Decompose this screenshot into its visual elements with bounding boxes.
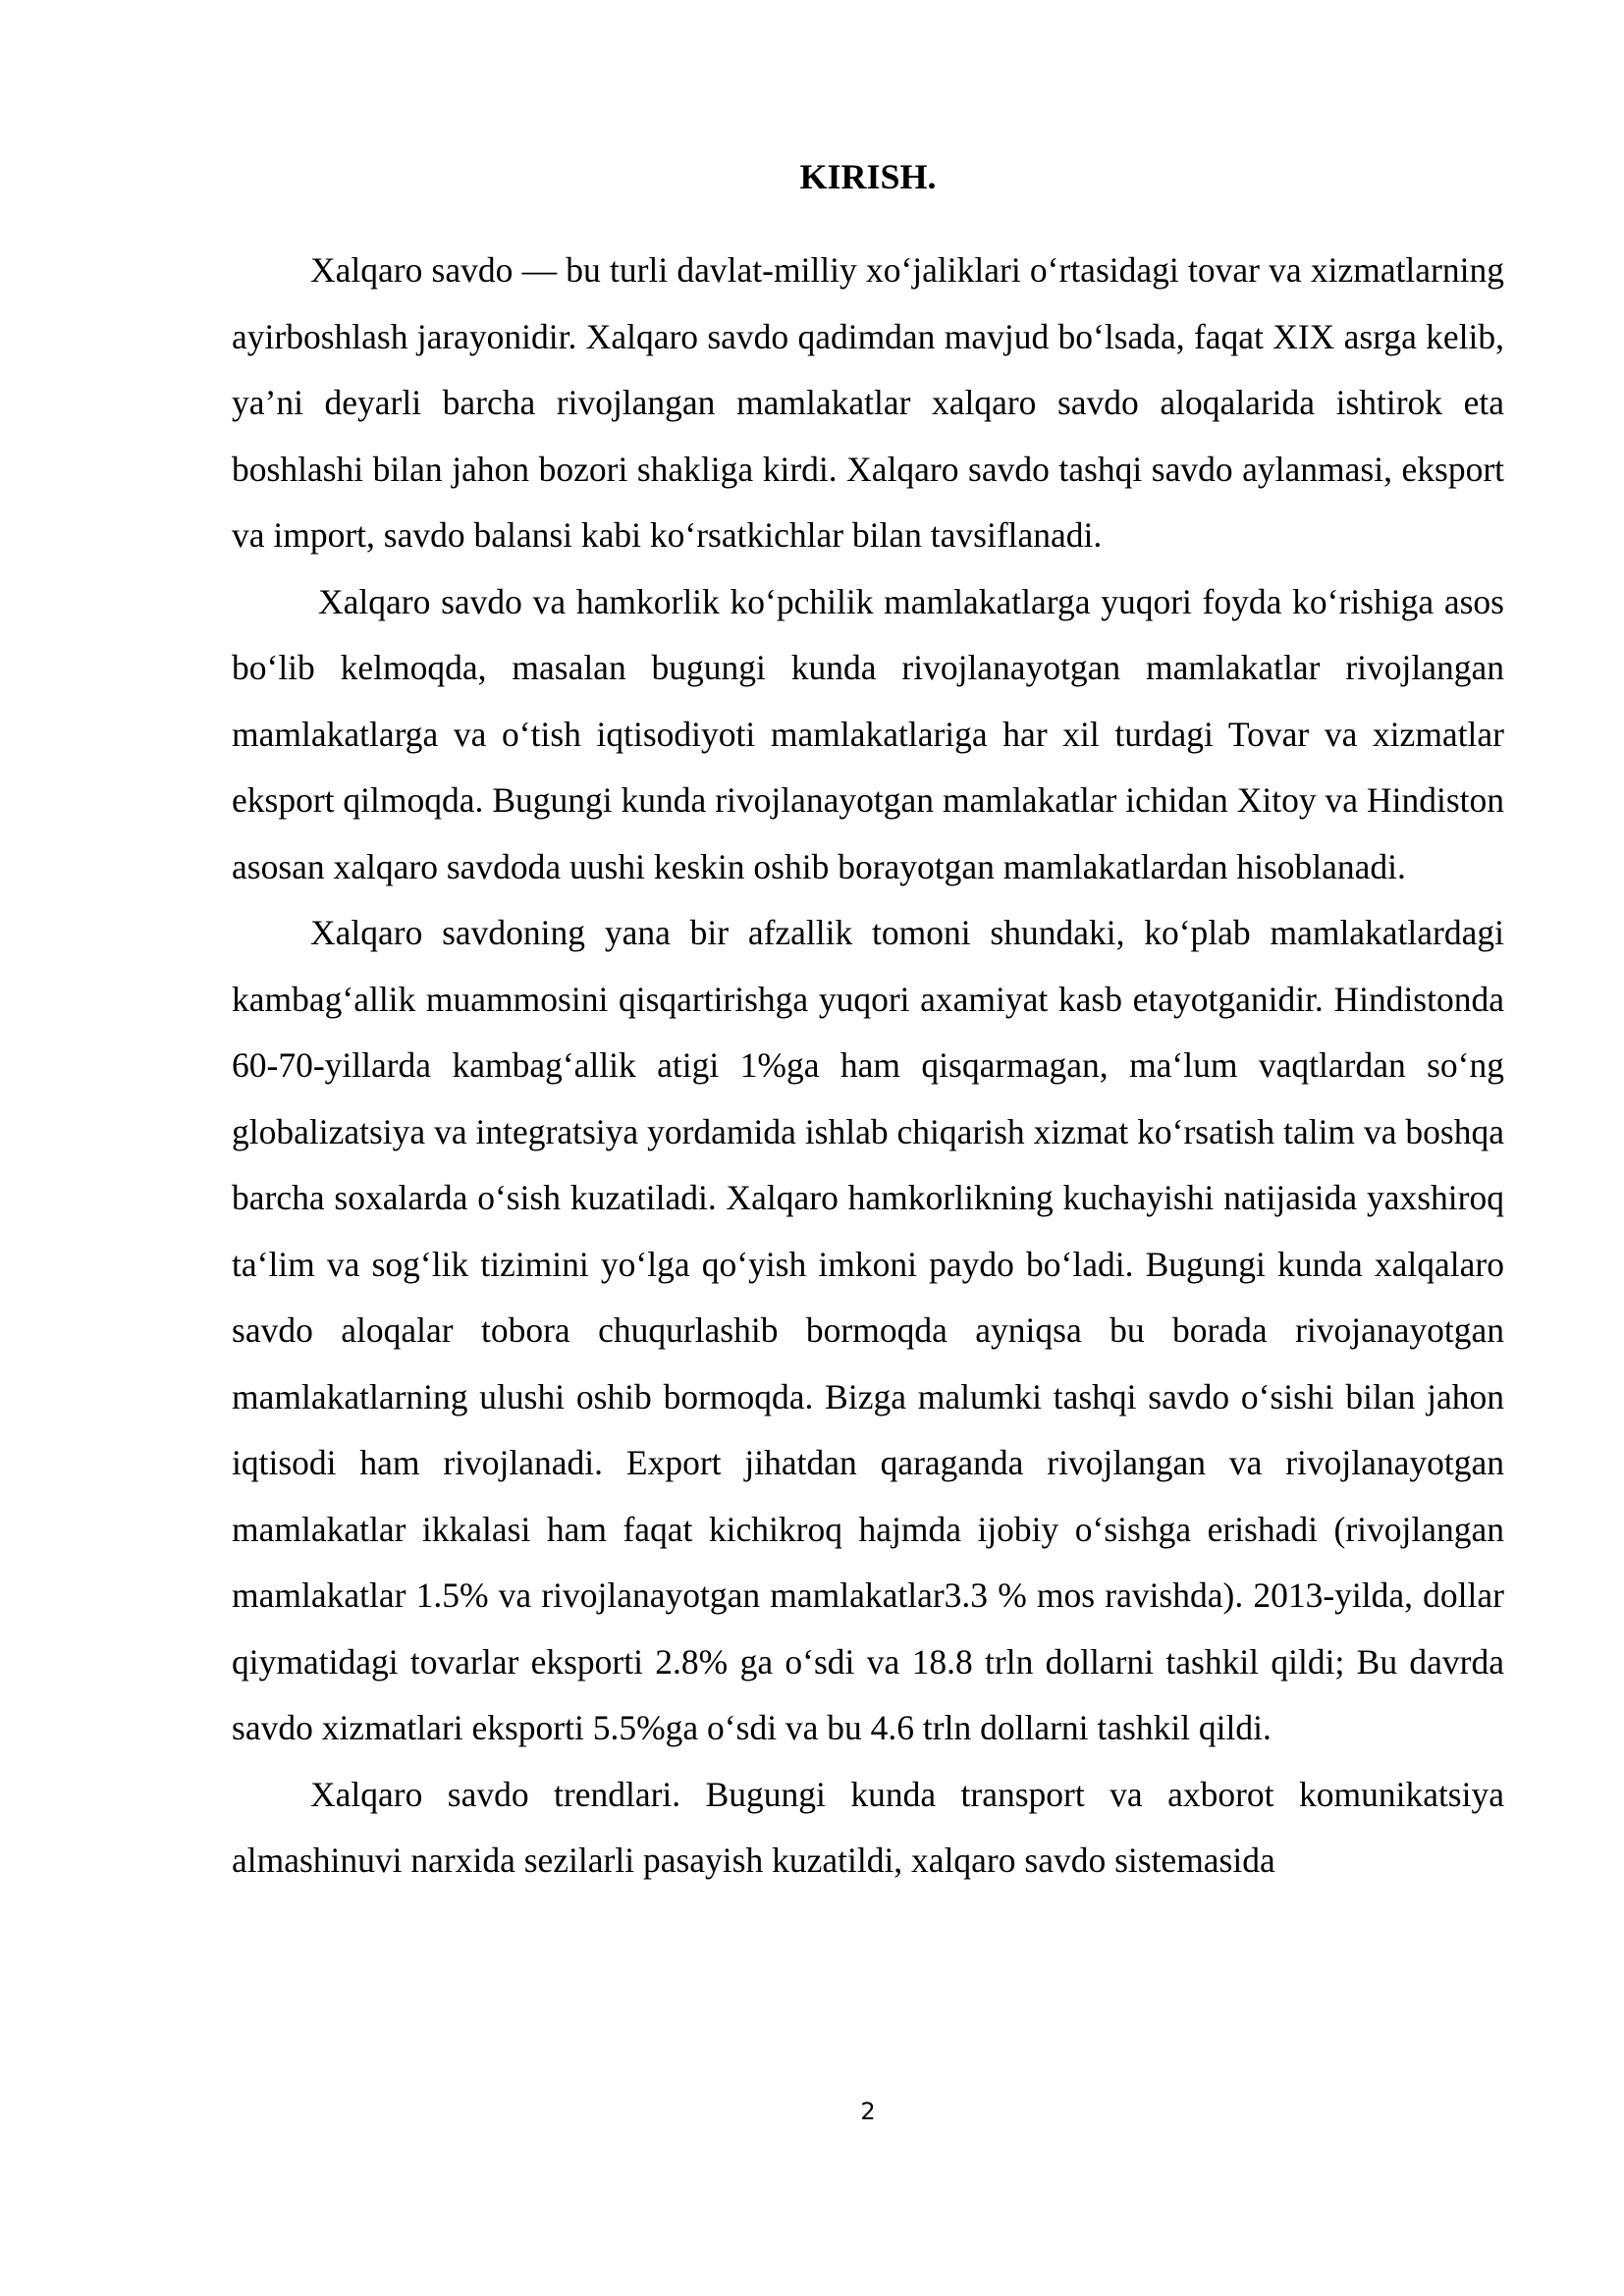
section-title: KIRISH.: [799, 157, 937, 196]
paragraph-1: Xalqaro savdo — bu turli davlat-milliy xo‘jaliklari o‘rtasidagi tovar va xizmatlarning ayirboshlash jarayonidir. Xalqaro savdo qadimdan mavjud bo‘lsada, faqat XIX asrga kelib, ya’ni deyarli barcha rivojlangan mamlakatlar xalqaro savdo aloqalarida ishtirok eta boshlashi bilan jahon bozori shakliga kirdi. Xalqaro savdo tashqi savdo aylanmasi, eksport va import, savdo balansi kabi ko‘rsatkichlar bilan tavsiflanadi.: [232, 250, 1504, 555]
paragraph-2: Xalqaro savdo va hamkorlik ko‘pchilik mamlakatlarga yuqori foyda ko‘rishiga asos bo‘lib kelmoqda, masalan bugungi kunda rivojlanayotgan mamlakatlar rivojlangan mamlakatlarga va o‘tish iqtisodiyoti mamlakatlariga har xil turdagi Tovar va xizmatlar eksport qilmoqda. Bugungi kunda rivojlanayotgan mamlakatlar ichidan Xitoy va Hindiston asosan xalqaro savdoda uushi keskin oshib borayotgan mamlakatlardan hisoblanadi.: [232, 581, 1504, 886]
paragraph-4: Xalqaro savdo trendlari. Bugungi kunda transport va axborot komunikatsiya almashinuvi narxida sezilarli pasayish kuzatildi, xalqaro savdo sistemasida: [232, 1774, 1504, 1880]
paragraph-3: Xalqaro savdoning yana bir afzallik tomoni shundaki, ko‘plab mamlakatlardagi kambag‘allik muammosini qisqartirishga yuqori axamiyat kasb etayotganidir. Hindistonda 60-70-yillarda kambag‘allik atigi 1%ga ham qisqarmagan, ma‘lum vaqtlardan so‘ng globalizatsiya va integratsiya yordamida ishlab chiqarish xizmat ko‘rsatish talim va boshqa barcha soxalarda o‘sish kuzatiladi. Xalqaro hamkorlikning kuchayishi natijasida yaxshiroq ta‘lim va sog‘lik tizimini yo‘lga qo‘yish imkoni paydo bo‘ladi. Bugungi kunda xalqalaro savdo aloqalar tobora chuqurlashib bormoqda ayniqsa bu borada rivojanayotgan mamlakatlarning ulushi oshib bormoqda. Bizga malumki tashqi savdo o‘sishi bilan jahon iqtisodi ham rivojlanadi. Export jihatdan qaraganda rivojlangan va rivojlanayotgan mamlakatlar ikkalasi ham faqat kichikroq hajmda ijobiy o‘sishga erishadi (rivojlangan mamlakatlar 1.5% va rivojlanayotgan mamlakatlar3.3 % mos ravishda). 2013-yilda, dollar qiymatidagi tovarlar eksporti 2.8% ga o‘sdi va 18.8 trln dollarni tashkil qildi; Bu davrda savdo xizmatlari eksporti 5.5%ga o‘sdi va bu 4.6 trln dollarni tashkil qildi.: [232, 913, 1504, 1747]
page-number: 2: [860, 2098, 876, 2125]
body-text: [232, 238, 1504, 1895]
